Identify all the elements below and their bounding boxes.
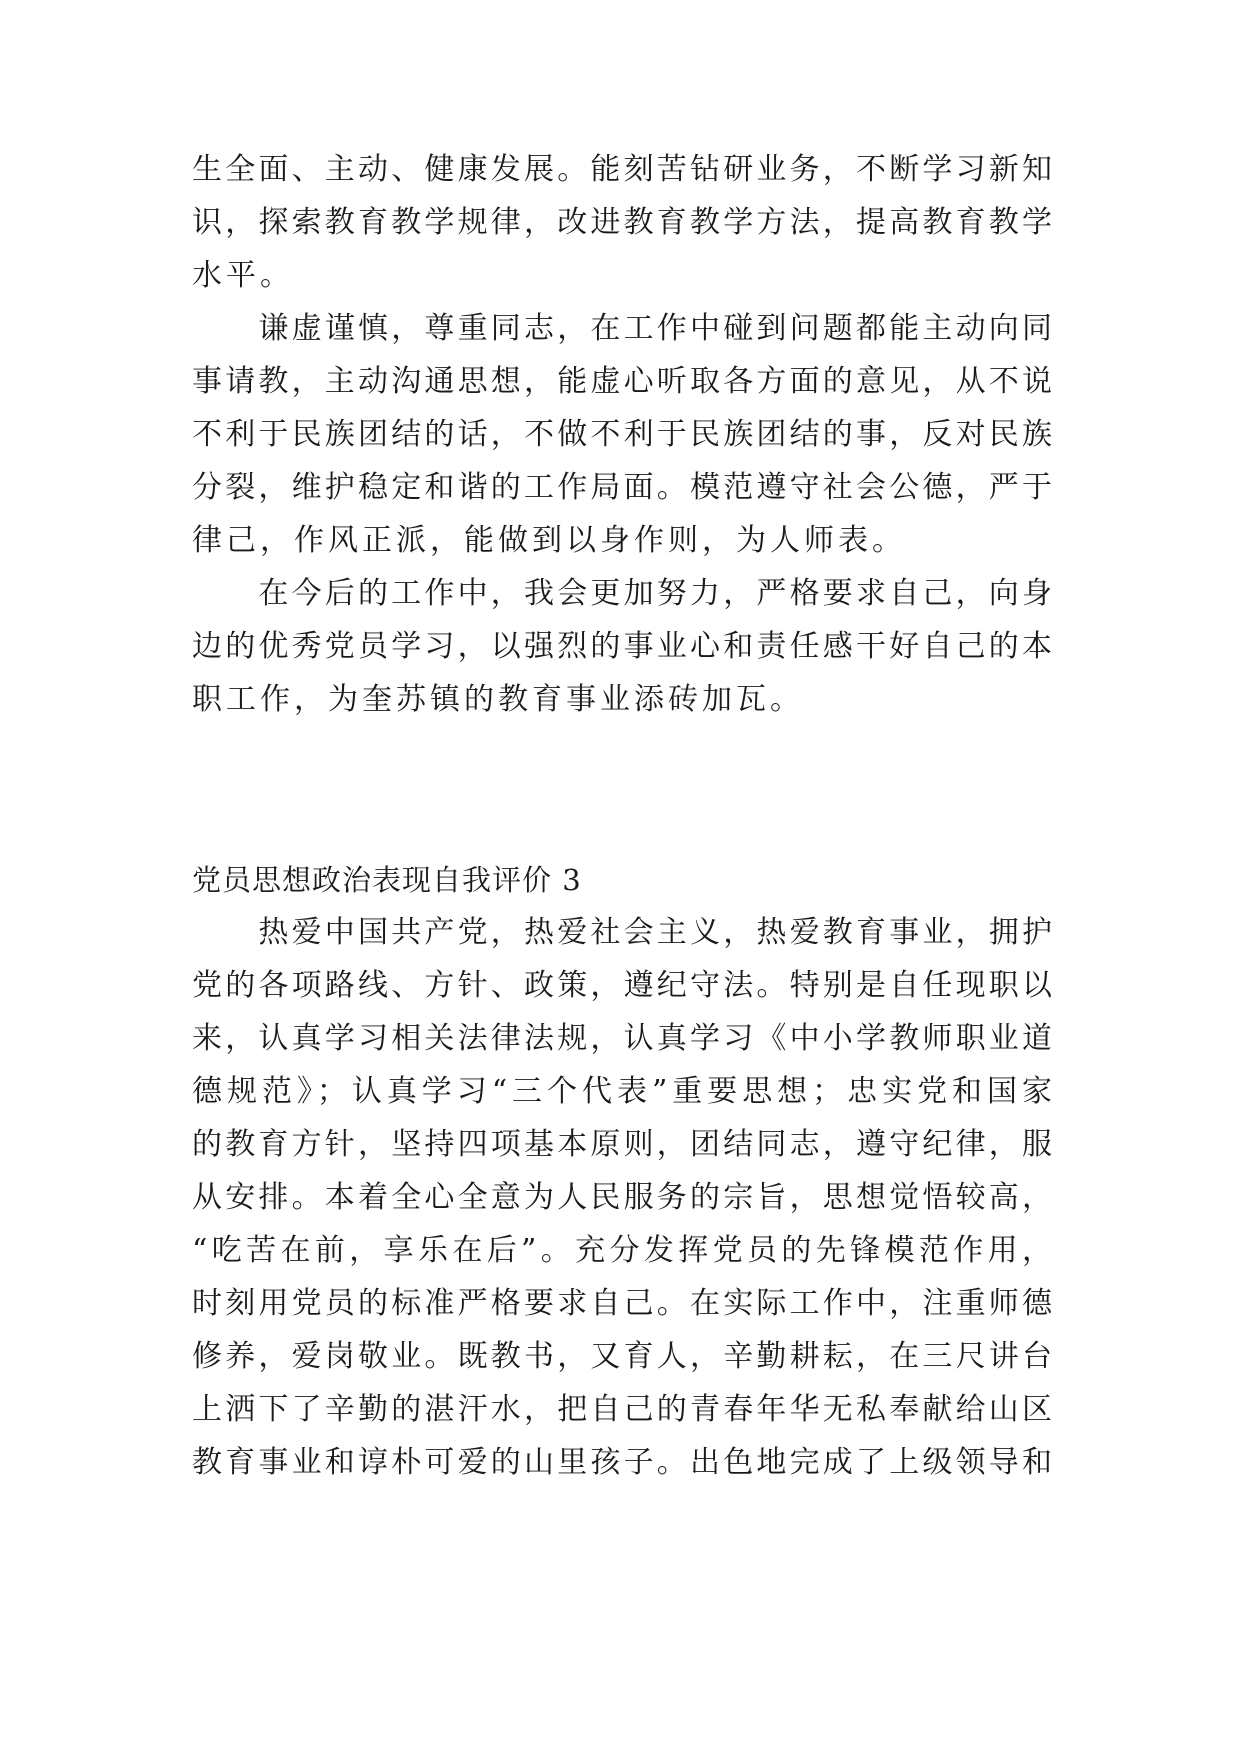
text-line: 在今后的工作中，我会更加努力，严格要求自己，向身 bbox=[192, 576, 1052, 611]
text-line: 热爱中国共产党，热爱社会主义，热爱教育事业，拥护 bbox=[192, 915, 1052, 950]
text-line: 职工作，为奎苏镇的教育事业添砖加瓦。 bbox=[192, 682, 804, 717]
text-line: 生全面、主动、健康发展。能刻苦钻研业务，不断学习新知 bbox=[192, 152, 1052, 187]
text-line: 分裂，维护稳定和谐的工作局面。模范遵守社会公德，严于 bbox=[192, 470, 1052, 505]
text-line: 谦虚谨慎，尊重同志，在工作中碰到问题都能主动向同 bbox=[192, 311, 1052, 346]
section-heading: 党员思想政治表现自我评价 3 bbox=[192, 863, 582, 897]
text-line: 的教育方针，坚持四项基本原则，团结同志，遵守纪律，服 bbox=[192, 1127, 1052, 1162]
text-line: 来，认真学习相关法律法规，认真学习《中小学教师职业道 bbox=[192, 1021, 1052, 1056]
text-line: 从安排。本着全心全意为人民服务的宗旨，思想觉悟较高， bbox=[192, 1180, 1052, 1215]
text-line: 上洒下了辛勤的湛汗水，把自己的青春年华无私奉献给山区 bbox=[192, 1392, 1052, 1427]
text-line: 教育事业和谆朴可爱的山里孩子。出色地完成了上级领导和 bbox=[192, 1445, 1052, 1480]
text-line: 修养，爱岗敬业。既教书，又育人，辛勤耕耘，在三尺讲台 bbox=[192, 1339, 1052, 1374]
text-line: 德规范》；认真学习“三个代表”重要思想；忠实党和国家 bbox=[192, 1074, 1052, 1109]
text-line: 党的各项路线、方针、政策，遵纪守法。特别是自任现职以 bbox=[192, 968, 1052, 1003]
text-line: 识，探索教育教学规律，改进教育教学方法，提高教育教学 bbox=[192, 205, 1052, 240]
text-line: “吃苦在前，享乐在后”。充分发挥党员的先锋模范作用， bbox=[192, 1233, 1052, 1268]
text-line: 律己，作风正派，能做到以身作则，为人师表。 bbox=[192, 523, 906, 558]
text-line: 不利于民族团结的话，不做不利于民族团结的事，反对民族 bbox=[192, 417, 1052, 452]
text-line: 事请教，主动沟通思想，能虚心听取各方面的意见，从不说 bbox=[192, 364, 1052, 399]
text-line: 水平。 bbox=[192, 258, 294, 293]
text-line: 边的优秀党员学习，以强烈的事业心和责任感干好自己的本 bbox=[192, 629, 1052, 664]
text-line: 时刻用党员的标准严格要求自己。在实际工作中，注重师德 bbox=[192, 1286, 1052, 1321]
